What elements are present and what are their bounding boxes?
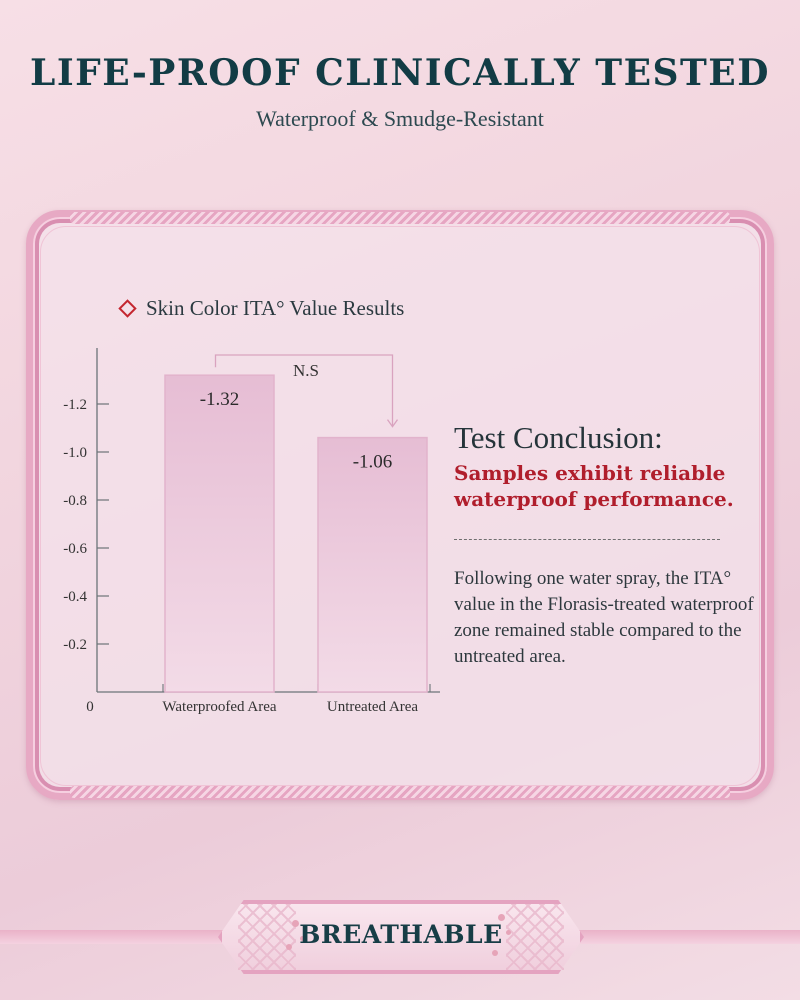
x-category-label: Untreated Area [326, 699, 419, 715]
bar-data-label: -1.32 [199, 389, 240, 411]
y-tick-label: -1.2 [63, 397, 87, 413]
flower-decoration [492, 950, 498, 956]
y-tick-label: -0.6 [63, 541, 87, 557]
page-subtitle: Waterproof & Smudge-Resistant [256, 106, 544, 131]
x-category-label: Waterproofed Area [162, 699, 277, 715]
bar-data-label: -1.06 [352, 451, 393, 473]
y-tick-label: 0 [86, 699, 94, 715]
significance-label: N.S [293, 361, 319, 380]
conclusion-title: Test Conclusion: [454, 420, 663, 455]
badge-label: BREATHABLE [299, 920, 503, 949]
chart-title-text: Skin Color ITA° Value Results [146, 296, 405, 320]
dashed-divider [454, 539, 720, 540]
conclusion-body: Following one water spray, the ITA° value in the Florasis-treated waterproof zone remained stable compared to the untreated area. [454, 568, 754, 667]
y-tick-label: -0.4 [63, 589, 87, 605]
bar [165, 375, 274, 692]
conclusion-highlight: Samples exhibit reliable waterproof performance. [454, 461, 734, 511]
y-tick-label: -0.8 [63, 493, 87, 509]
page-title: LIFE-PROOF CLINICALLY TESTED [30, 52, 770, 94]
y-tick-label: -0.2 [63, 637, 87, 653]
y-tick-label: -1.0 [63, 445, 87, 461]
bar [318, 438, 427, 692]
